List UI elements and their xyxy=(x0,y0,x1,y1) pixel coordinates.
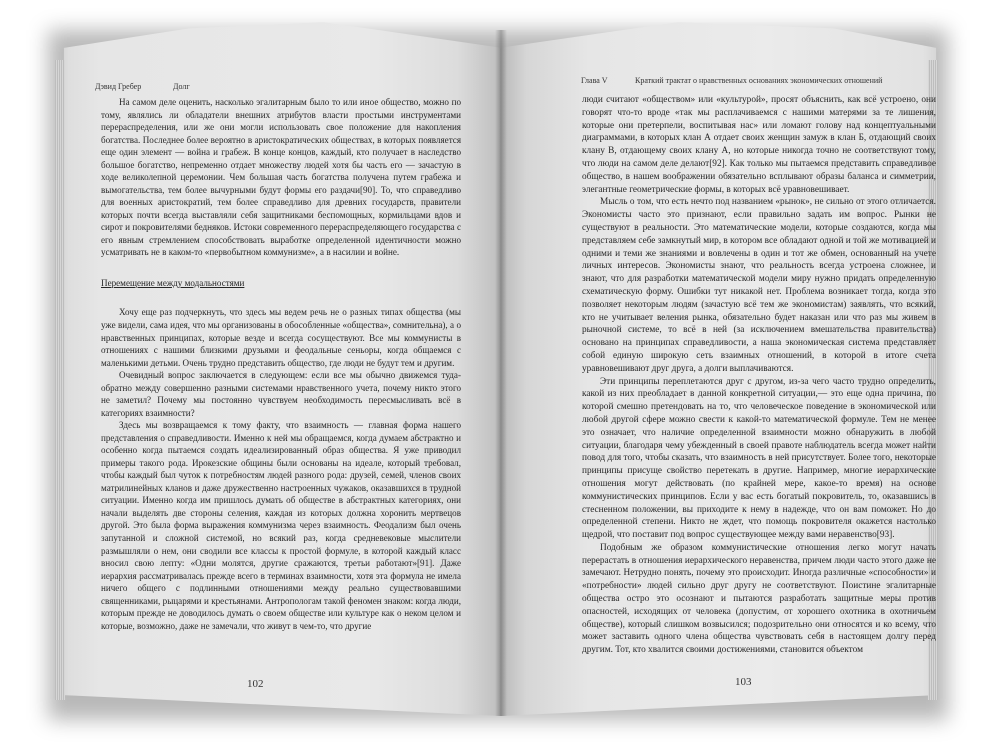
left-page-text xyxy=(101,96,461,632)
right-page-number: 103 xyxy=(735,676,752,688)
left-header-title: Долг xyxy=(173,82,190,91)
paragraph: Эти принципы переплетаются друг с другом, из-за чего часто трудно определить, какой из них преобладает в данной конкретной ситуации,— это еще одна причина, по которой смешно претендовать на то, что человеческое поведение в экономической или любой другой сфере можно свести к какой-то математической формуле. Тем не менее это означает, что наличие определенной взаимности можно обнаружить в любой ситуации, благодаря чему убежденный в своей правоте наблюдатель всегда может найти повод для того, чтобы сказать, что взаимность в ней присутствует. Более того, некоторые принципы присуще свойство перетекать в другие. Например, многие иерархические отношения могут действовать (по крайней мере, какое-то время) на основе коммунистических принципов. Если у вас есть богатый покровитель, то, оказавшись в стесненном положении, вы приходите к нему в надежде, что он вам поможет. Но до определенной степени. Никто не ждет, что помощь покровителя окажется настолько щедрой, что поставит под вопрос существующее между вами неравенство[93]. xyxy=(582,376,936,541)
paragraph: Очевидный вопрос заключается в следующем: если все мы обычно движемся туда-обратно между совершенно разными системами нравственного учета, почему никто этого не заметил? Почему мы постоянно чувствуем необходимость пересмысливать всё в категориях взаимности? xyxy=(101,370,461,418)
paragraph: люди считают «обществом» или «культурой», просят объяснить, как всё устроено, они говорят что-то вроде «так мы расплачиваемся с нашими матерями за те лишения, которые они претерпели, воспитывая нас» или ломают голову над концептуальными диаграммами, в которых клан А отдает своих женщин замуж в клан Б, отдающий своих клану В, отдающему своих клану А, но которые никогда точно не соответствуют тому, что люди на самом деле делают[92]. Как только мы пытаемся представить справедливое общество, в нашем воображении обязательно всплывают образы баланса и симметрии, элегантные геометрические формы, в которых всё уравновешивает. xyxy=(582,95,936,195)
paragraph: Подобным же образом коммунистические отношения легко могут начать перерастать в отношения иерархического неравенства, причем люди часто этого даже не замечают. Нетрудно понять, почему это происходит. Иногда различные «способности» и «потребности» людей сильно друг другу не соответствуют. Поистине эгалитарные общества остро это осознают и пытаются разработать защитные меры против опасностей, исходящих от человека (допустим, от хорошего охотника в охотничьем обществе), который слишком возвысился; подозрительно они относятся и ко всему, что может заставить одного члена общества чувствовать себя в настоящем долгу перед другим. Тот, кто хвалится своими достижениями, становится объектом xyxy=(582,542,936,656)
right-page-text xyxy=(582,94,936,657)
right-header-title: Краткий трактат о нравственных основаниях экономических отношений xyxy=(635,76,883,85)
paragraph: Здесь мы возвращаемся к тому факту, что взаимность — главная форма нашего представления о справедливости. Именно к ней мы обращаемся, когда думаем абстрактно и особенно когда пытаемся создать идеализированный образ общества. Я уже приводил примеры такого рода. Ирокезские общины были основаны на идеале, который требовал, чтобы каждый был чуток к потребностям людей разного рода: друзей, семей, членов своих матрилинейных кланов и даже дружественно настроенных чужаков, оказавшихся в трудной ситуации. Именно когда им пришлось думать об обществе в абстрактных категориях, они начали выделять две стороны селения, каждая из которых должна хоронить мертвецов другой. Это была форма выражения коммунизма через взаимность. Феодализм был очень запутанной и сложной системой, но всякий раз, когда средневековые мыслители размышляли о нем, они сводили все классы к простой формуле, в которой каждый класс вносил свою лепту: «Одни молятся, другие сражаются, третьи работают»[91]. Даже иерархия рассматривалась прежде всего в терминах взаимности, хотя эта формула не имела ничего общего с подлинными отношениями между реально существовавшими священниками, рыцарями и крестьянами. Антропологам такой феномен знаком: когда люди, которым прежде не доводилось думать о своем обществе или культуре как о неком целом и которые, возможно, даже не замечали, что живут в чем-то, что другие xyxy=(101,420,461,631)
right-header-chapter: Глава V xyxy=(581,76,608,85)
left-page-number: 102 xyxy=(247,678,264,690)
left-header-author: Дэвид Гребер xyxy=(95,82,142,91)
paragraph: Мысль о том, что есть нечто под названием «рынок», не сильно от этого отличается. Экономисты часто это признают, если правильно задать им вопрос. Рынки не существуют в реальности. Это математические модели, которые создаются, когда мы представляем себе замкнутый мир, в котором все обладают одной и той же мотивацией и одними и теми же знаниями и вовлечены в один и тот же обмен, основанный на учете личных интересов. Экономисты знают, что реальность всегда устроена сложнее, и знают, что для разработки математической модели миру нужно придать определенную схематическую форму. Ошибки тут никакой нет. Проблема возникает тогда, когда это позволяет некоторым людям (зачастую всё тем же экономистам) заявлять, что всякий, кто не учитывает веления рынка, обязательно будет наказан или что раз мы живем в рыночной системе, то всё в ней (за исключением вмешательства правительства) основано на принципах справедливости, а наша экономическая система представляет собой единую широкую сеть взаимных отношений, в которой в итоге счета уравновешивают друг друга, а долги выплачиваются. xyxy=(582,197,936,374)
paragraph: Хочу еще раз подчеркнуть, что здесь мы ведем речь не о разных типах общества (мы уже видели, сама идея, что мы организованы в обособленные «общества», сомнительна), а о нравственных принципах, которые везде и всегда сосуществуют. Все мы коммунисты в отношениях с нашими близкими друзьями и феодальные сеньоры, когда общаемся с маленькими детьми. Очень трудно представить общество, где люди не будут тем и другим. xyxy=(101,307,461,368)
left-page-edges xyxy=(55,60,65,700)
section-heading: Перемещение между модальностями xyxy=(101,277,245,288)
book-spine xyxy=(495,30,507,716)
open-book xyxy=(55,20,945,716)
paragraph: На самом деле оценить, насколько эгалитарным было то или иное общество, можно по тому, являлись ли обладатели внешних атрибутов власти простыми инструментами перераспределения, или же они могли использовать свое положение для накопления богатства. Последнее более вероятно в аристократических обществах, в которых появляется еще один элемент — война и грабеж. В конце концов, каждый, кто получает в наследство большое богатство, непременно отдает множеству людей хотя бы часть его — зачастую в ходе великолепной церемонии. Чем большая часть богатства получена путем грабежа и вымогательства, тем более вычурными будут формы его раздачи[90]. То, что справедливо для военных аристократий, тем более справедливо для древних государств, правители которых почти всегда выставляли себя защитниками беспомощных, кормильцами вдов и сирот и покровителями бедняков. Истоки современного перераспределяющего государства с его явным стремлением способствовать выработке определенной идентичности можно усматривать не в каком-то «первобытном коммунизме», а в насилии и войне. xyxy=(101,97,461,258)
